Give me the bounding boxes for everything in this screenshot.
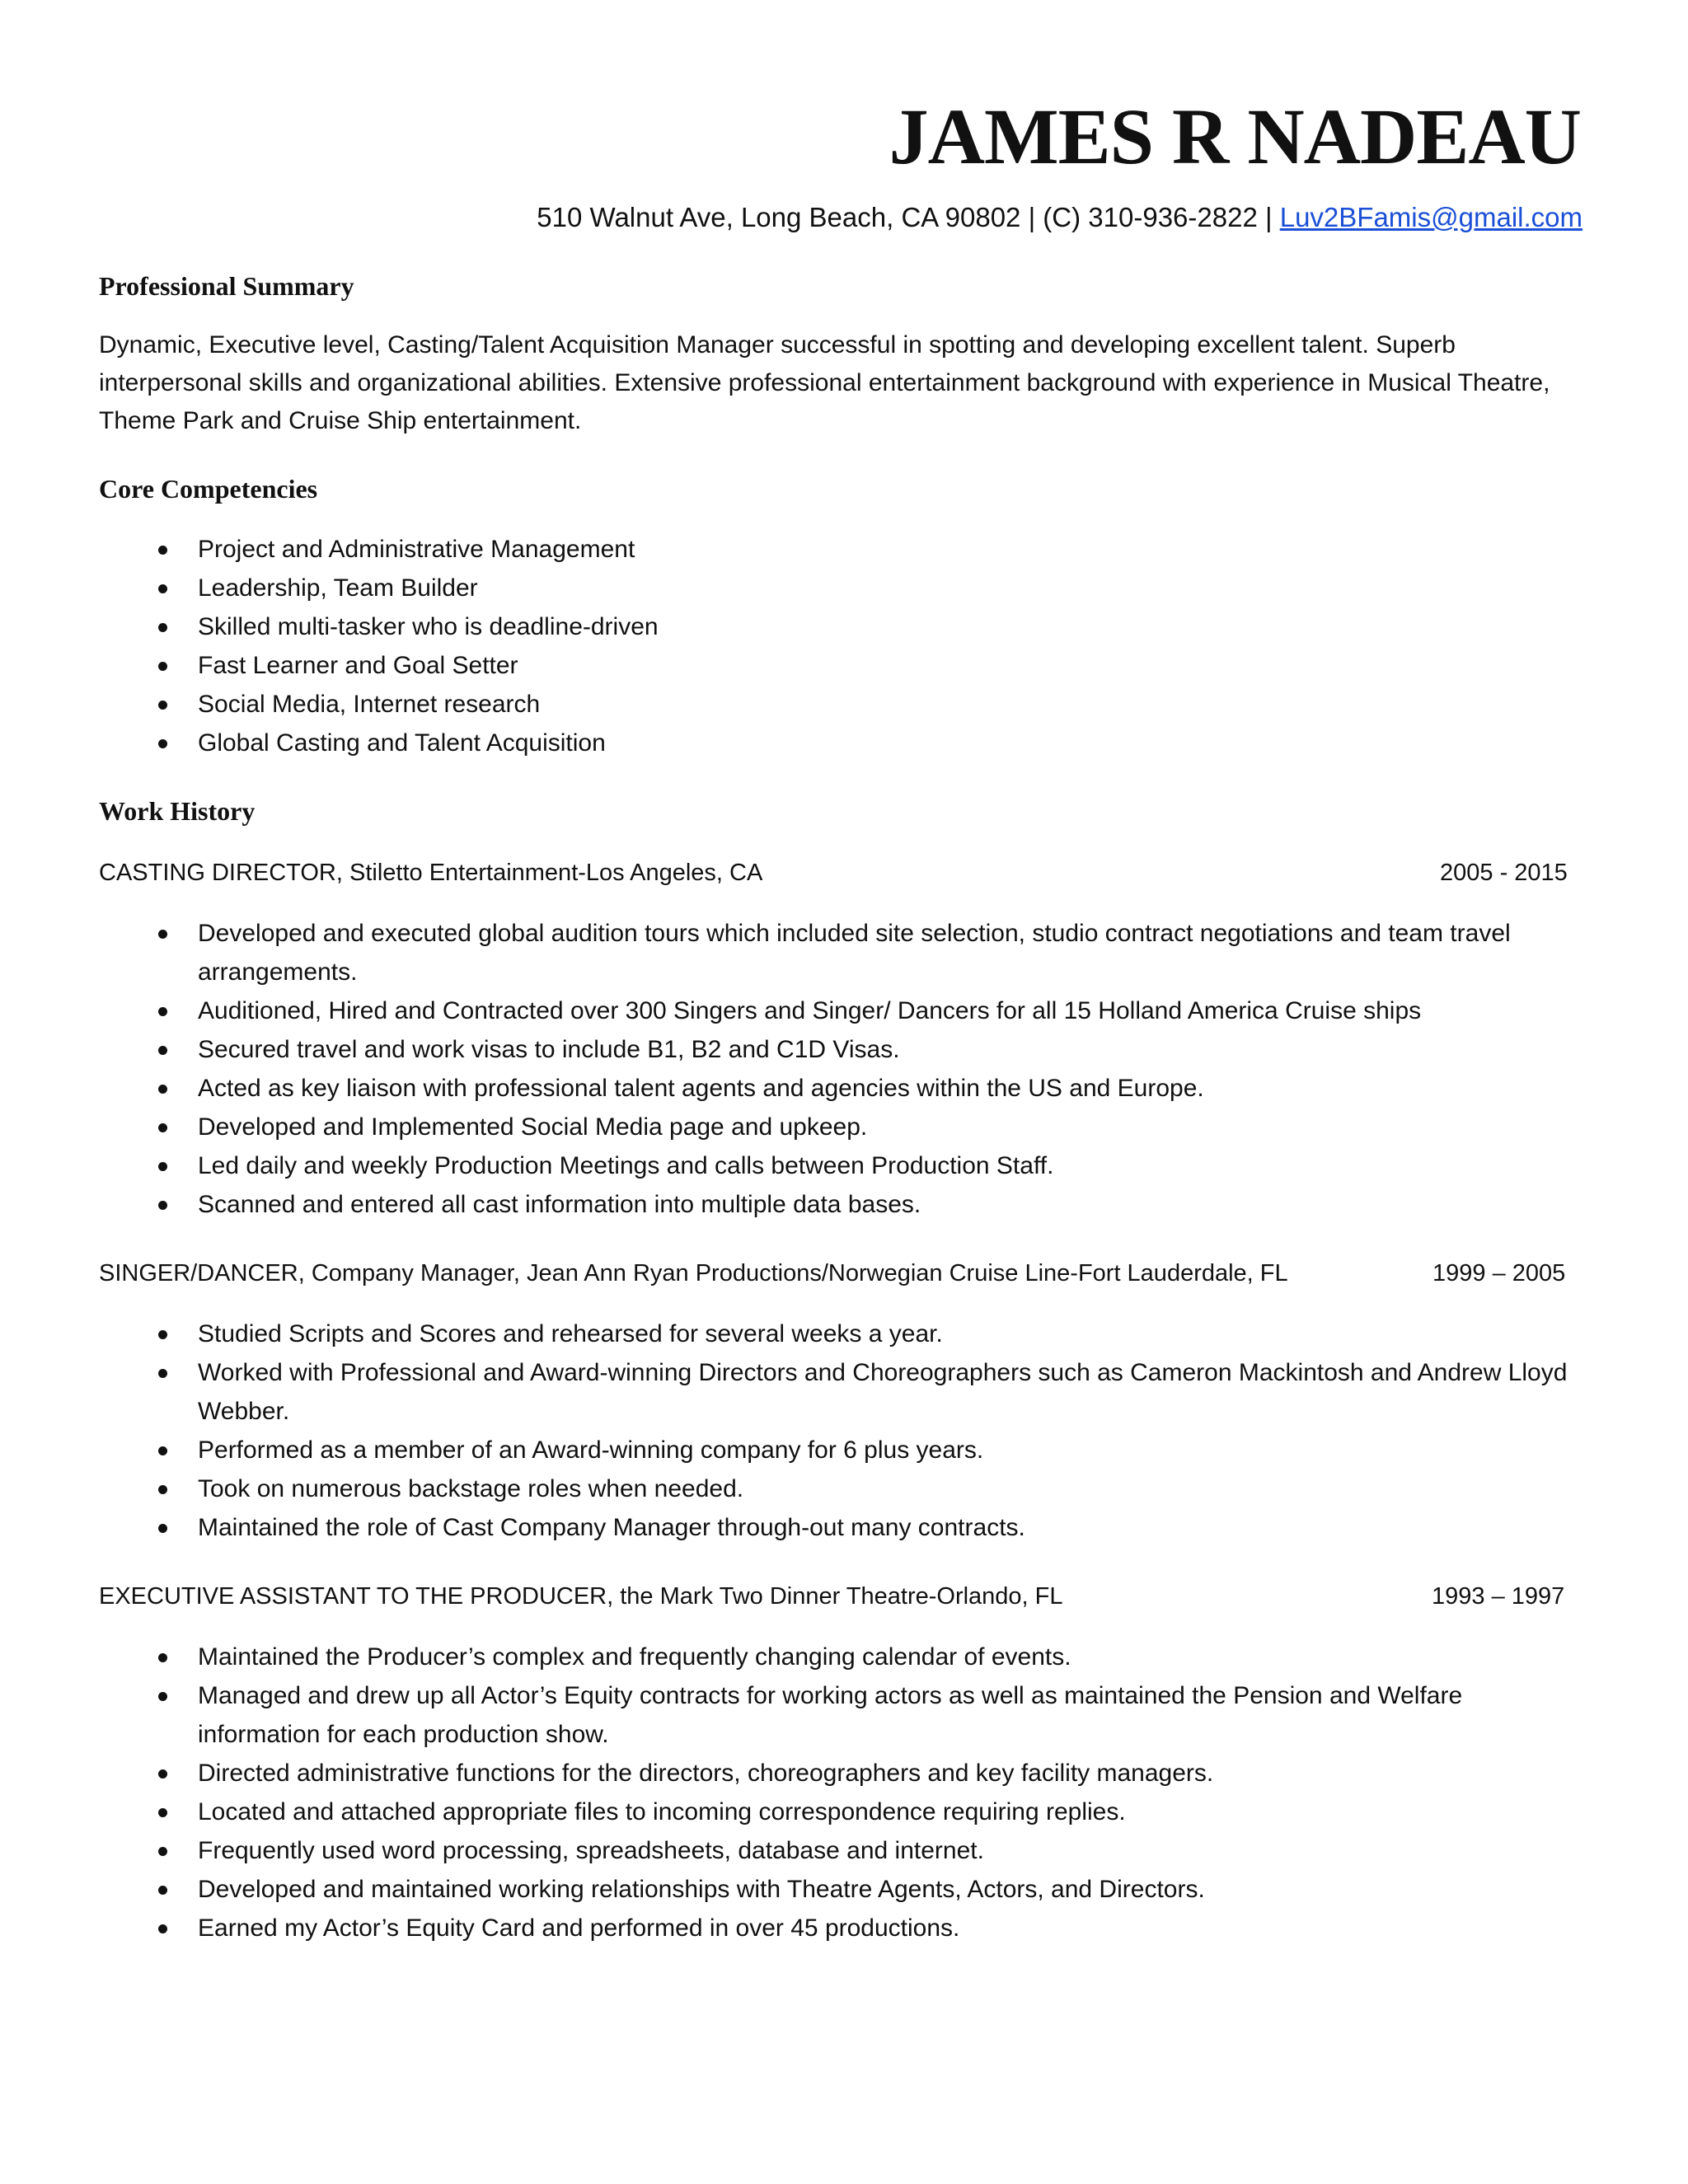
list-item bbox=[99, 685, 1582, 724]
bullet-icon bbox=[158, 1162, 167, 1171]
list-item-text: Developed and executed global audition tours which included site selection, studio contract negotiations and team travel arrangements. bbox=[198, 920, 1511, 987]
list-item bbox=[99, 1831, 1582, 1870]
list-item bbox=[99, 724, 1582, 762]
job-dates: 1993 – 1997 bbox=[1432, 1583, 1565, 1610]
bullet-icon bbox=[158, 1924, 167, 1933]
list-item-text: Scanned and entered all cast information into multiple data bases. bbox=[198, 1191, 921, 1219]
list-item bbox=[99, 1638, 1582, 1676]
resume-content bbox=[99, 270, 1582, 1947]
job-title: CASTING DIRECTOR, Stiletto Entertainment-Los Angeles, CA bbox=[99, 860, 763, 887]
work-history-heading: Work History bbox=[99, 795, 256, 826]
bullet-icon bbox=[158, 1330, 167, 1339]
bullet-icon bbox=[158, 662, 167, 671]
bullet-icon bbox=[158, 623, 167, 632]
contact-line bbox=[537, 201, 1582, 234]
list-item bbox=[99, 1030, 1582, 1069]
email-link[interactable]: Luv2BFamis@gmail.com bbox=[1279, 202, 1582, 232]
bullet-icon bbox=[158, 930, 167, 939]
list-item-text: Maintained the Producer’s complex and frequently changing calendar of events. bbox=[198, 1643, 1071, 1671]
bullet-icon bbox=[158, 701, 167, 710]
job-dates: 2005 - 2015 bbox=[1440, 860, 1568, 887]
bullet-icon bbox=[158, 1446, 167, 1455]
list-item bbox=[99, 1754, 1582, 1793]
bullet-icon bbox=[158, 546, 167, 555]
list-item-text: Studied Scripts and Scores and rehearsed for several weeks a year. bbox=[198, 1320, 943, 1348]
job-duties-list bbox=[99, 1315, 1582, 1547]
job-header bbox=[99, 856, 1582, 889]
list-item bbox=[99, 1108, 1582, 1146]
list-item bbox=[99, 646, 1582, 685]
job-title: SINGER/DANCER, Company Manager, Jean Ann Ryan Productions/Norwegian Cruise Line-Fort Lauderdale, FL bbox=[99, 1260, 1288, 1287]
list-item bbox=[99, 1431, 1582, 1469]
list-item-text: Fast Learner and Goal Setter bbox=[198, 651, 518, 679]
list-item-text: Developed and Implemented Social Media page and upkeep. bbox=[198, 1113, 868, 1141]
job-title: EXECUTIVE ASSISTANT TO THE PRODUCER, the Mark Two Dinner Theatre-Orlando, FL bbox=[99, 1583, 1063, 1610]
list-item-text: Maintained the role of Cast Company Manager through-out many contracts. bbox=[198, 1514, 1025, 1542]
list-item-text: Worked with Professional and Award-winning Directors and Choreographers such as Cameron Mackintosh and Andrew Lloyd Webber. bbox=[198, 1359, 1568, 1426]
list-item-text: Skilled multi-tasker who is deadline-driven bbox=[198, 612, 659, 640]
list-item-text: Secured travel and work visas to include B1, B2 and C1D Visas. bbox=[198, 1036, 900, 1064]
list-item bbox=[99, 1508, 1582, 1547]
core-competencies-heading: Core Competencies bbox=[99, 474, 318, 504]
bullet-icon bbox=[158, 739, 167, 748]
list-item-text: Directed administrative functions for the directors, choreographers and key facility managers. bbox=[198, 1760, 1214, 1788]
list-item bbox=[99, 1315, 1582, 1353]
bullet-icon bbox=[158, 1485, 167, 1494]
bullet-icon bbox=[158, 1201, 167, 1210]
professional-summary-heading: Professional Summary bbox=[99, 271, 354, 301]
list-item bbox=[99, 1909, 1582, 1947]
list-item-text: Social Media, Internet research bbox=[198, 690, 541, 718]
list-item-text: Global Casting and Talent Acquisition bbox=[198, 729, 606, 757]
list-item-text: Auditioned, Hired and Contracted over 300 Singers and Singer/ Dancers for all 15 Holland America Cruise ships bbox=[198, 997, 1422, 1025]
list-item-text: Frequently used word processing, spreadsheets, database and internet. bbox=[198, 1837, 984, 1865]
bullet-icon bbox=[158, 1769, 167, 1779]
list-item bbox=[99, 914, 1582, 991]
list-item bbox=[99, 1185, 1582, 1224]
bullet-icon bbox=[158, 584, 167, 593]
list-item bbox=[99, 607, 1582, 646]
list-item bbox=[99, 1870, 1582, 1909]
list-item-text: Led daily and weekly Production Meetings and calls between Production Staff. bbox=[198, 1152, 1054, 1180]
list-item-text: Took on numerous backstage roles when needed. bbox=[198, 1475, 744, 1503]
bullet-icon bbox=[158, 1847, 167, 1856]
list-item bbox=[99, 1069, 1582, 1108]
job-duties-list bbox=[99, 914, 1582, 1224]
bullet-icon bbox=[158, 1692, 167, 1701]
list-item bbox=[99, 1793, 1582, 1831]
bullet-icon bbox=[158, 1653, 167, 1662]
list-item-text: Earned my Actor’s Equity Card and performed in over 45 productions. bbox=[198, 1915, 960, 1943]
list-item bbox=[99, 1469, 1582, 1508]
candidate-name: JAMES R NADEAU bbox=[889, 92, 1581, 180]
list-item-text: Located and attached appropriate files to incoming correspondence requiring replies. bbox=[198, 1798, 1126, 1826]
list-item-text: Performed as a member of an Award-winning company for 6 plus years. bbox=[198, 1436, 984, 1465]
bullet-icon bbox=[158, 1085, 167, 1094]
job-duties-list bbox=[99, 1638, 1582, 1947]
job-header bbox=[99, 1257, 1582, 1290]
professional-summary-text: Dynamic, Executive level, Casting/Talent Acquisition Manager successful in spotting and developing excellent talent. Superb interpersonal skills and organizational abilities. Extensive professional entertainment background with experience in Musical Theatre, Theme Park and Cruise Ship entertainment. bbox=[99, 331, 1550, 435]
bullet-icon bbox=[158, 1007, 167, 1016]
list-item bbox=[99, 569, 1582, 607]
bullet-icon bbox=[158, 1808, 167, 1817]
bullet-icon bbox=[158, 1886, 167, 1895]
list-item bbox=[99, 1146, 1582, 1185]
list-item bbox=[99, 991, 1582, 1030]
job-dates: 1999 – 2005 bbox=[1432, 1260, 1566, 1287]
bullet-icon bbox=[158, 1123, 167, 1132]
bullet-icon bbox=[158, 1046, 167, 1055]
competencies-list bbox=[99, 530, 1582, 762]
list-item-text: Project and Administrative Management bbox=[198, 535, 635, 563]
list-item-text: Developed and maintained working relationships with Theatre Agents, Actors, and Directors. bbox=[198, 1876, 1205, 1904]
contact-address-phone: 510 Walnut Ave, Long Beach, CA 90802 | (C) 310-936-2822 | bbox=[537, 202, 1280, 232]
job-header bbox=[99, 1580, 1582, 1613]
list-item-text: Managed and drew up all Actor’s Equity contracts for working actors as well as maintained the Pension and Welfare information for each production show. bbox=[198, 1682, 1463, 1749]
list-item bbox=[99, 1676, 1582, 1754]
list-item-text: Acted as key liaison with professional talent agents and agencies within the US and Europe. bbox=[198, 1075, 1204, 1103]
bullet-icon bbox=[158, 1524, 167, 1533]
bullet-icon bbox=[158, 1369, 167, 1378]
list-item bbox=[99, 530, 1582, 569]
list-item bbox=[99, 1353, 1582, 1431]
list-item-text: Leadership, Team Builder bbox=[198, 574, 478, 602]
